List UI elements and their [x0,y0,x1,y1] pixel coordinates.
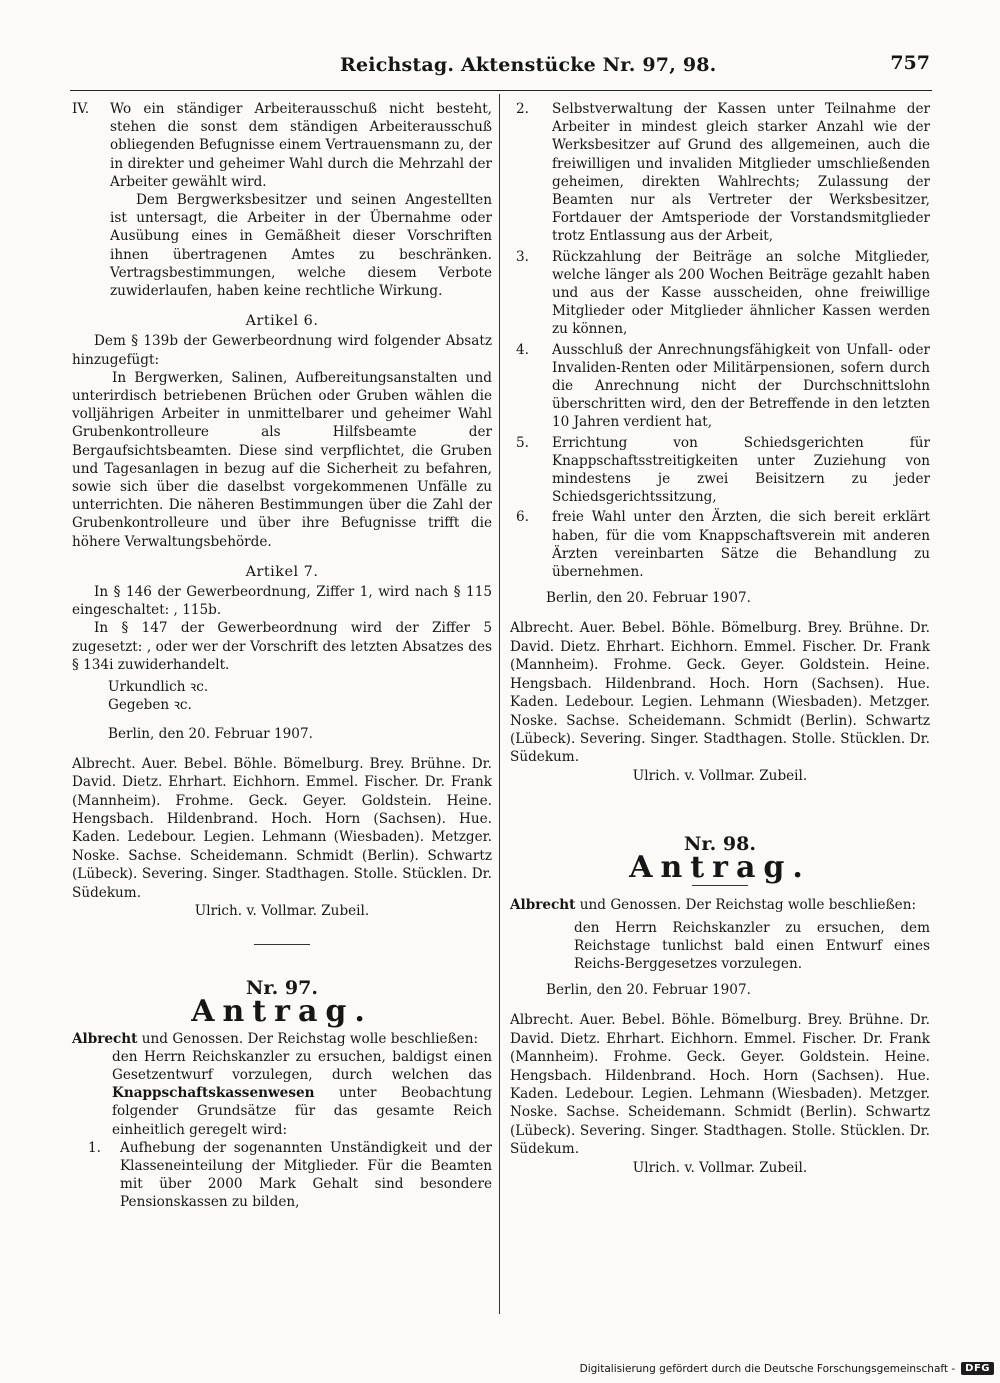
article-6-body: In Bergwerken, Salinen, Aufbereitungsanstalten und unterirdisch betriebenen Brüchen oder Gruben wählen die volljährigen Arbeiter in unmittelbarer und geheimer Wahl Grubenkontrolleure als Hilfsbeamte der Bergaufsichtsbeamten. Diese sind verpflichtet, die Gruben und Tagesanlagen in bezug auf die Sicherheit zu befahren, sowie sich über die daselbst vorgekommenen Unfälle zu unterrichten. Die näheren Bestimmungen über die Zahl der Grubenkontrolleure und über ihre Befugnisse trifft die höhere Verwaltungsbehörde. [72,369,492,550]
article-7-heading: Artikel 7. [245,563,319,580]
list-item-number: 4. [516,341,529,358]
place-date: Berlin, den 20. Februar 1907. [546,590,751,607]
paragraph-iv [72,100,492,191]
gegeben-line: Gegeben ꝛc. [108,697,192,714]
page-number: 757 [890,52,930,74]
nr-97-heading: Nr. 97. [246,977,318,1000]
signatories-last-line: Ulrich. v. Vollmar. Zubeil. [632,767,808,784]
place-date: Berlin, den 20. Februar 1907. [108,725,313,742]
urkundlich-line: Urkundlich ꝛc. [108,679,209,696]
paragraph-text: Wo ein ständiger Arbeiterausschuß nicht besteht, stehen die sonst dem ständigen Arbeiterausschuß obliegenden Befugnisse einem Vertrauensmann zu, der in direkter und geheimer Wahl durch die Mehrzahl der Arbeiter gewählt wird. [110,101,492,190]
antrag-body-bold: Knappschaftskassenwesen [112,1085,315,1102]
signatories: Albrecht. Auer. Bebel. Böhle. Bömelburg. Brey. Brühne. Dr. David. Dietz. Ehrhart. Eichhorn. Emmel. Fischer. Dr. Frank (Mannheim). Frohme. Geck. Geyer. Goldstein. Heine. Hengsbach. Hildenbrand. Hoch. Horn (Sachsen). Hue. Kaden. Ledebour. Legien. Lehmann (Wiesbaden). Metzger. Noske. Sachse. Scheidemann. Schmidt (Berlin). Schwartz (Lübeck). Severing. Singer. Stadthagen. Stolle. Stücklen. Dr. Südekum. [72,755,492,901]
column-divider [499,94,500,1314]
antrag-body-part-2: unter Beobachtung folgender Grundsätze für das gesamte Reich einheitlich geregelt wird: [112,1085,492,1138]
list-item-number: 6. [516,509,529,526]
nr-98-heading: Nr. 98. [684,832,756,855]
page-header [70,50,932,91]
list-item-1 [88,1139,492,1212]
antrag-title: Antrag. [629,850,811,886]
list-item-number: 2. [516,101,529,117]
list-item-text: Aufhebung der sogenannten Unständigkeit und der Klasseneinteilung der Mitglieder. Für die Beamten mit über 2000 Mark Gehalt sind besondere Pensionskassen zu bilden, [120,1139,492,1211]
right-column [510,100,930,1177]
antrag-intro-text: und Genossen. Der Reichstag wolle beschließen: [137,1030,479,1047]
antrag-body: den Herrn Reichskanzler zu ersuchen, dem Reichstage tunlichst bald einen Entwurf eines Reichs-Berggesetzes vorzulegen. [574,919,930,972]
list-item-text: Errichtung von Schiedsgerichten für Knappschaftsstreitigkeiten unter Zuziehung von mindestens je zwei Beisitzern zu jeder Schiedsgerichtssitzung, [552,434,930,506]
left-column [72,100,492,1214]
list-item-3 [510,248,930,339]
antrag-intro [510,896,930,914]
article-7-para-1: In § 146 der Gewerbeordnung, Ziffer 1, wird nach § 115 eingeschaltet: , 115b. [72,584,492,619]
header-title: Reichstag. Aktenstücke Nr. 97, 98. [340,54,717,76]
antrag-intro-text: und Genossen. Der Reichstag wolle beschließen: [575,897,917,914]
digitization-footer [580,1362,994,1375]
dfg-logo-icon: DFG [961,1362,994,1375]
section-rule [692,885,748,886]
signatories: Albrecht. Auer. Bebel. Böhle. Bömelburg. Brey. Brühne. Dr. David. Dietz. Ehrhart. Eichhorn. Emmel. Fischer. Dr. Frank (Mannheim). Frohme. Geck. Geyer. Goldstein. Heine. Hengsbach. Hildenbrand. Hoch. Horn (Sachsen). Hue. Kaden. Ledebour. Legien. Lehmann (Wiesbaden). Metzger. Noske. Sachse. Scheidemann. Schmidt (Berlin). Schwartz (Lübeck). Severing. Singer. Stadthagen. Stolle. Stücklen. Dr. Südekum. [510,1012,930,1158]
list-item-5 [510,434,930,507]
list-item-text: Rückzahlung der Beiträge an solche Mitglieder, welche länger als 200 Wochen Beiträge gezahlt haben und aus der Kasse ausscheiden, ohne freiwillige Mitglieder oder Mitglieder ähnlicher Kassen werden zu können, [552,248,930,338]
list-item-number: 5. [516,434,529,451]
list-item-text: freie Wahl unter den Ärzten, die sich bereit erklärt haben, für die vom Knappschaftsverein mit anderen Ärzten vereinbarten Sätze die Behandlung zu übernehmen. [552,509,930,581]
list-item-number: 1. [88,1139,101,1156]
signatories: Albrecht. Auer. Bebel. Böhle. Bömelburg. Brey. Brühne. Dr. David. Dietz. Ehrhart. Eichhorn. Emmel. Fischer. Dr. Frank (Mannheim). Frohme. Geck. Geyer. Goldstein. Heine. Hengsbach. Hildenbrand. Hoch. Horn (Sachsen). Hue. Kaden. Ledebour. Legien. Lehmann (Wiesbaden). Metzger. Noske. Sachse. Scheidemann. Schmidt (Berlin). Schwartz (Lübeck). Severing. Singer. Stadthagen. Stolle. Stücklen. Dr. Südekum. [510,620,930,766]
list-item-6 [510,508,930,581]
paragraph-iv-2: Dem Bergwerksbesitzer und seinen Angestellten ist untersagt, die Arbeiter in der Übernahme oder Ausübung eines in Gemäßheit dieser Vorschriften ihnen übertragenen Amtes zu beschränken. Vertragsbestimmungen, welche diesem Verbote zuwiderlaufen, haben keine rechtliche Wirkung. [110,192,492,300]
article-6-intro: Dem § 139b der Gewerbeordnung wird folgender Absatz hinzugefügt: [72,333,492,368]
list-item-text: Selbstverwaltung der Kassen unter Teilnahme der Arbeiter in mindest gleich starker Anzahl wie der Werksbesitzer auf Grund des allgemeinen, auch die freiwilligen und invaliden Mitglieder umschließenden geheimen, direkten Wahlrechts; Zulassung der Beamten nur als Vertreter der Werksbesitzer, Fortdauer der Amtsperiode der Vorstandsmitglieder trotz Entlassung aus der Arbeit, [552,101,930,245]
antrag-lead-name: Albrecht [72,1030,138,1047]
list-item-4 [510,341,930,432]
place-date: Berlin, den 20. Februar 1907. [546,982,751,999]
article-6-heading: Artikel 6. [245,313,319,330]
footer-text: Digitalisierung gefördert durch die Deutsche Forschungsgemeinschaft - [579,1362,956,1375]
antrag-body [88,1048,492,1139]
paragraph-number: IV. [72,101,90,117]
antrag-lead-name: Albrecht [510,897,576,914]
list-item-number: 3. [516,248,529,265]
antrag-intro [72,1030,492,1048]
signatories-last-line: Ulrich. v. Vollmar. Zubeil. [194,902,370,919]
signatories-last-line: Ulrich. v. Vollmar. Zubeil. [632,1159,808,1176]
article-7-para-2: In § 147 der Gewerbeordnung wird der Ziffer 5 zugesetzt: , oder wer der Vorschrift des letzten Absatzes des § 134i zuwiderhandelt. [72,620,492,673]
antrag-body-part-1: den Herrn Reichskanzler zu ersuchen, baldigst einen Gesetzentwurf vorzulegen, durch welchen das [112,1048,492,1083]
section-rule [254,944,310,945]
antrag-title: Antrag. [191,994,373,1030]
list-item-2 [510,100,930,246]
list-item-text: Ausschluß der Anrechnungsfähigkeit von Unfall- oder Invaliden-Renten oder Militärpensionen, sofern durch die Anrechnung nicht der Durchschnittslohn überschritten wird, den der Betreffende in den letzten 10 Jahren verdient hat, [552,341,930,431]
